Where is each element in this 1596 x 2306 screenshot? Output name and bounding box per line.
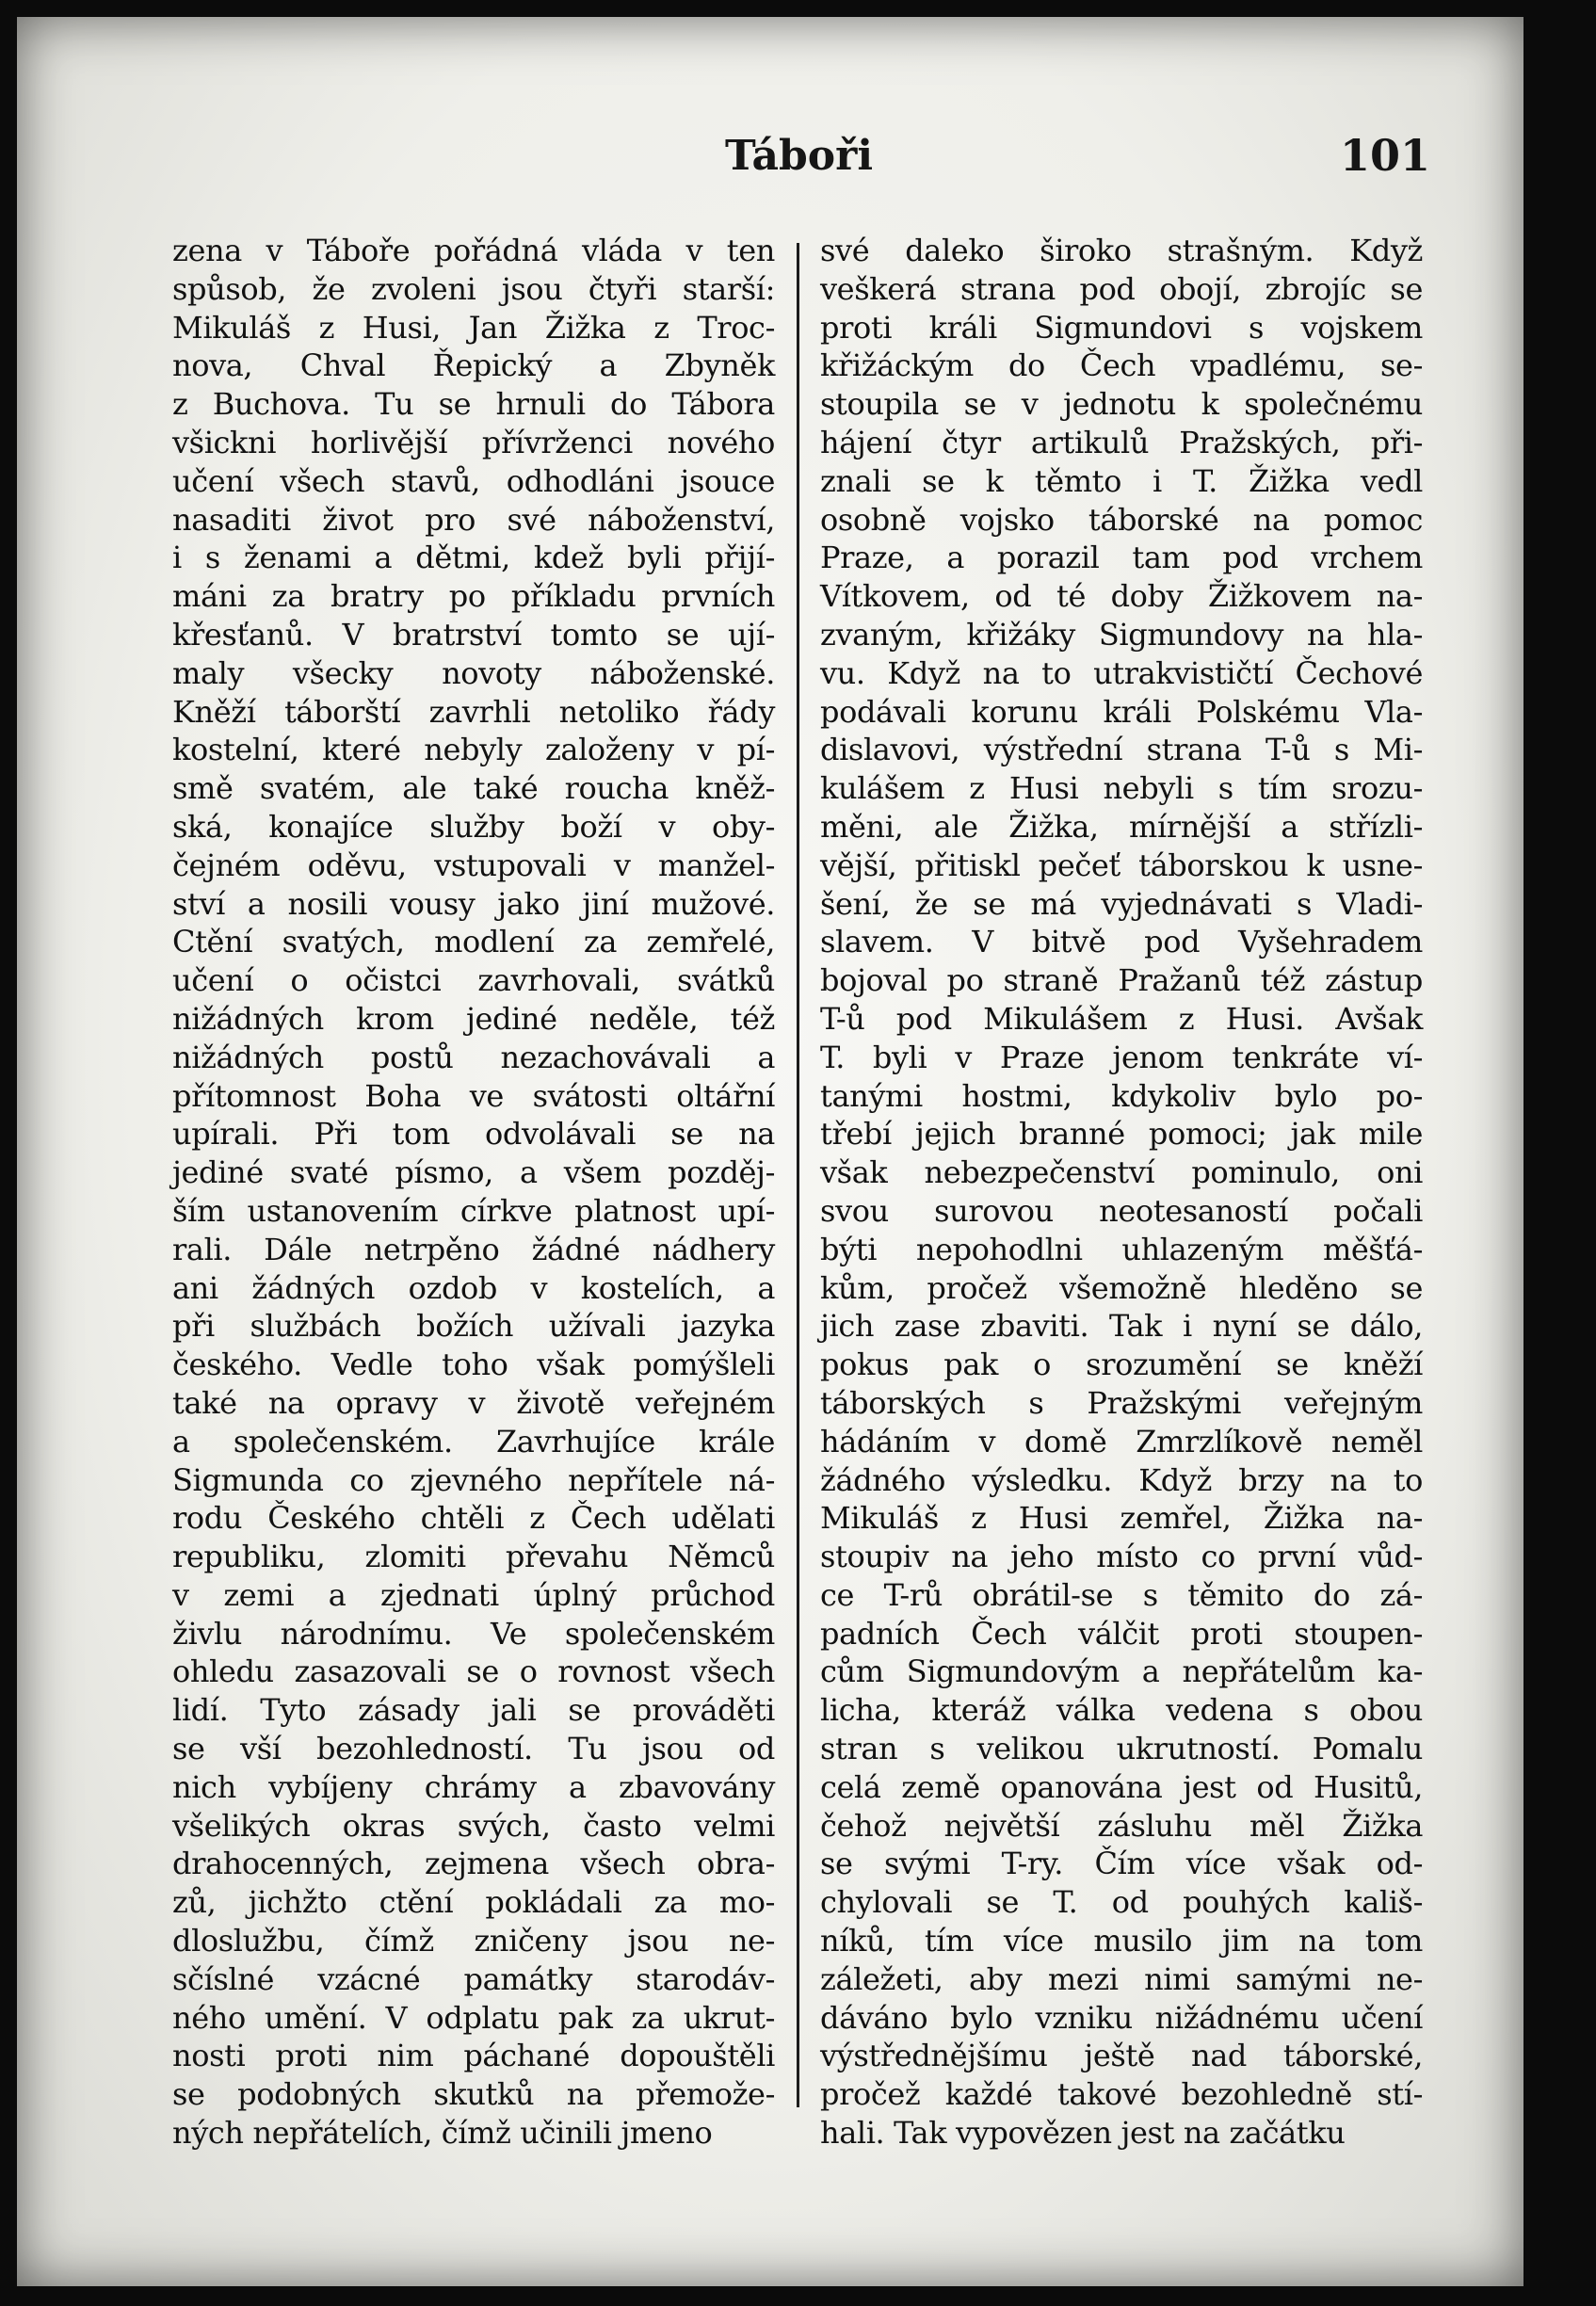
text-line: jich zase zbaviti. Tak i nyní se dálo, bbox=[820, 1308, 1423, 1345]
page-number: 101 bbox=[1340, 130, 1431, 181]
text-line: ším ustanovením církve platnost upí- bbox=[172, 1192, 775, 1229]
text-line: ská, konajíce služby boží v oby- bbox=[172, 808, 775, 845]
text-line: učení všech stavů, odhodláni jsouce bbox=[172, 462, 775, 499]
text-line: tanými hostmi, kdykoliv bylo po- bbox=[820, 1077, 1423, 1114]
text-line: sčíslné vzácné památky starodáv- bbox=[172, 1960, 775, 1997]
text-line: republiku, zlomiti převahu Němců bbox=[172, 1539, 775, 1575]
text-line: licha, kteráž válka vedena s obou bbox=[820, 1692, 1423, 1729]
text-line: se podobných skutků na přemože- bbox=[172, 2076, 775, 2113]
text-line: zů, jichžto ctění pokládali za mo- bbox=[172, 1884, 775, 1921]
text-line: hali. Tak vypovězen jest na začátku bbox=[820, 2115, 1346, 2152]
text-line: vu. Když na to utrakvističtí Čechové bbox=[820, 654, 1423, 691]
text-line: ného umění. V odplatu pak za ukrut- bbox=[172, 1999, 775, 2036]
text-line: kulášem z Husi nebyli s tím srozu- bbox=[820, 770, 1423, 807]
text-line: křižáckým do Čech vpadlému, se- bbox=[820, 347, 1423, 384]
text-line: rali. Dále netrpěno žádné nádhery bbox=[172, 1231, 775, 1267]
text-line: dloslužbu, čímž zničeny jsou ne- bbox=[172, 1923, 775, 1959]
text-line: Sigmunda co zjevného nepřítele ná- bbox=[172, 1461, 775, 1498]
text-line: smě svatém, ale také roucha kněž- bbox=[172, 770, 775, 807]
text-line: nasaditi život pro své náboženství, bbox=[172, 501, 775, 538]
text-line: Praze, a porazil tam pod vrchem bbox=[820, 540, 1423, 576]
text-line: cům Sigmundovým a nepřátelům ka- bbox=[820, 1653, 1423, 1690]
text-line: Mikuláš z Husi, Jan Žižka z Troc- bbox=[172, 309, 775, 346]
text-line: Ctění svatých, modlení za zemřelé, bbox=[172, 924, 775, 960]
text-line: ných nepřátelích, čímž učinili jmeno bbox=[172, 2115, 713, 2152]
text-line: veškerá strana pod obojí, zbrojíc se bbox=[820, 270, 1423, 307]
text-line: drahocenných, zejmena všech obra- bbox=[172, 1846, 775, 1882]
text-line: bojoval po straně Pražanů též zástup bbox=[820, 962, 1423, 999]
text-line: učení o očistci zavrhovali, svátků bbox=[172, 962, 775, 999]
text-line: svou surovou neotesaností počali bbox=[820, 1192, 1423, 1229]
text-line: v zemi a zjednati úplný průchod bbox=[172, 1576, 775, 1613]
text-line: ani žádných ozdob v kostelích, a bbox=[172, 1269, 775, 1306]
text-line: však nebezpečenství pominulo, oni bbox=[820, 1154, 1423, 1191]
text-line: ce T-rů obrátil-se s těmito do zá- bbox=[820, 1576, 1423, 1613]
text-line: měni, ale Žižka, mírnější a střízli- bbox=[820, 808, 1423, 845]
text-line: nosti proti nim páchané dopouštěli bbox=[172, 2038, 775, 2074]
text-line: lidí. Tyto zásady jali se prováděti bbox=[172, 1692, 775, 1729]
text-line: čejném oděvu, vstupovali v manžel- bbox=[172, 847, 775, 883]
text-line: hájení čtyr artikulů Pražských, při- bbox=[820, 424, 1423, 460]
text-line: při službách božích užívali jazyka bbox=[172, 1308, 775, 1345]
text-line: podávali korunu králi Polskému Vla- bbox=[820, 693, 1423, 730]
text-line: spůsob, že zvoleni jsou čtyři starší: bbox=[172, 270, 775, 307]
text-line: maly všecky novoty náboženské. bbox=[172, 654, 775, 691]
text-line: českého. Vedle toho však pomýšleli bbox=[172, 1347, 775, 1383]
text-line: stran s velikou ukrutností. Pomalu bbox=[820, 1731, 1423, 1767]
text-line: hádáním v domě Zmrzlíkově neměl bbox=[820, 1423, 1423, 1459]
text-line: býti nepohodlni uhlazeným měšťá- bbox=[820, 1231, 1423, 1267]
text-line: nižádných postů nezachovávali a bbox=[172, 1039, 775, 1075]
text-line: a společenském. Zavrhujíce krále bbox=[172, 1423, 775, 1459]
text-line: ství a nosili vousy jako jiní mužové. bbox=[172, 885, 775, 922]
text-line: nich vybíjeny chrámy a zbavovány bbox=[172, 1768, 775, 1805]
text-line: jediné svaté písmo, a všem pozděj- bbox=[172, 1154, 775, 1191]
text-line: celá země opanována jest od Husitů, bbox=[820, 1768, 1423, 1805]
text-line: přítomnost Boha ve svátosti oltářní bbox=[172, 1077, 775, 1114]
text-line: kostelní, které nebyly založeny v pí- bbox=[172, 732, 775, 768]
text-line: také na opravy v životě veřejném bbox=[172, 1384, 775, 1421]
text-line: dislavovi, výstřední strana T-ů s Mi- bbox=[820, 732, 1423, 768]
text-line: všickni horlivější přívrženci nového bbox=[172, 424, 775, 460]
text-line: zena v Táboře pořádná vláda v ten bbox=[172, 233, 775, 268]
text-line: pročež každé takové bezohledně stí- bbox=[820, 2076, 1423, 2113]
text-line: vější, přitiskl pečeť táborskou k usne- bbox=[820, 847, 1423, 883]
text-line: máni za bratry po příkladu prvních bbox=[172, 578, 775, 615]
text-line: osobně vojsko táborské na pomoc bbox=[820, 501, 1423, 538]
text-line: nova, Chval Řepický a Zbyněk bbox=[172, 347, 775, 384]
text-line: Mikuláš z Husi zemřel, Žižka na- bbox=[820, 1500, 1423, 1537]
text-line: žádného výsledku. Když brzy na to bbox=[820, 1461, 1423, 1498]
text-line: proti králi Sigmundovi s vojskem bbox=[820, 309, 1423, 346]
text-line: T-ů pod Mikulášem z Husi. Avšak bbox=[820, 1000, 1423, 1037]
text-column-right bbox=[820, 232, 1423, 2153]
text-line: pokus pak o srozumění se kněží bbox=[820, 1347, 1423, 1383]
text-line: padních Čech válčit proti stoupen- bbox=[820, 1615, 1423, 1652]
text-line: z Buchova. Tu se hrnuli do Tábora bbox=[172, 386, 775, 423]
text-line: výstřednějšímu ještě nad táborské, bbox=[820, 2038, 1423, 2074]
text-column-left bbox=[172, 232, 775, 2153]
text-line: šení, že se má vyjednávati s Vladi- bbox=[820, 885, 1423, 922]
text-line: slavem. V bitvě pod Vyšehradem bbox=[820, 924, 1423, 960]
text-line: třebí jejich branné pomoci; jak mile bbox=[820, 1116, 1423, 1153]
text-line: se svými T-ry. Čím více však od- bbox=[820, 1846, 1423, 1882]
running-head: Táboři bbox=[725, 132, 874, 180]
text-line: Vítkovem, od té doby Žižkovem na- bbox=[820, 578, 1423, 615]
text-line: záležeti, aby mezi nimi samými ne- bbox=[820, 1960, 1423, 1997]
text-line: upírali. Při tom odvolávali se na bbox=[172, 1116, 775, 1153]
text-line: křesťanů. V bratrství tomto se ují- bbox=[172, 616, 775, 653]
text-line: své daleko široko strašným. Když bbox=[820, 233, 1423, 268]
text-line: táborských s Pražskými veřejným bbox=[820, 1384, 1423, 1421]
text-line: Kněží táborští zavrhli netoliko řády bbox=[172, 693, 775, 730]
text-line: níků, tím více musilo jim na tom bbox=[820, 1923, 1423, 1959]
text-line: rodu Českého chtěli z Čech udělati bbox=[172, 1500, 775, 1537]
text-line: stoupiv na jeho místo co první vůd- bbox=[820, 1539, 1423, 1575]
text-line: chylovali se T. od pouhých kališ- bbox=[820, 1884, 1423, 1921]
text-line: kům, pročež všemožně hleděno se bbox=[820, 1269, 1423, 1306]
column-divider bbox=[797, 243, 799, 2107]
text-line: živlu národnímu. Ve společenském bbox=[172, 1615, 775, 1652]
text-line: ohledu zasazovali se o rovnost všech bbox=[172, 1653, 775, 1690]
text-line: zvaným, křižáky Sigmundovy na hla- bbox=[820, 616, 1423, 653]
text-line: stoupila se v jednotu k společnému bbox=[820, 386, 1423, 423]
text-line: znali se k těmto i T. Žižka vedl bbox=[820, 462, 1423, 499]
text-line: čehož největší zásluhu měl Žižka bbox=[820, 1807, 1423, 1844]
text-line: nižádných krom jediné neděle, též bbox=[172, 1000, 775, 1037]
text-line: se vší bezohledností. Tu jsou od bbox=[172, 1731, 775, 1767]
text-line: T. byli v Praze jenom tenkráte ví- bbox=[820, 1039, 1423, 1075]
text-line: dáváno bylo vzniku nižádnému učení bbox=[820, 1999, 1423, 2036]
book-page bbox=[17, 17, 1523, 2286]
text-line: všelikých okras svých, často velmi bbox=[172, 1807, 775, 1844]
text-line: i s ženami a dětmi, kdež byli přijí- bbox=[172, 540, 775, 576]
